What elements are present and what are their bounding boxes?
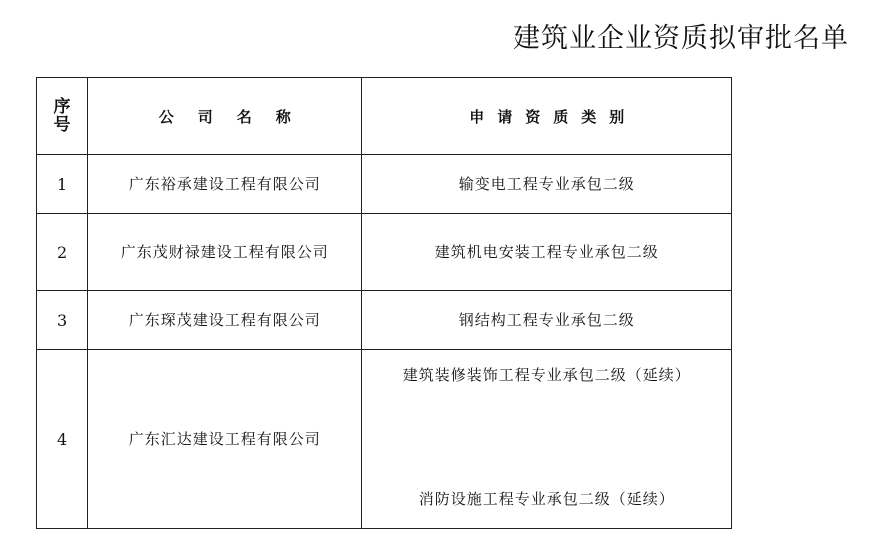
table-header-row (37, 78, 732, 155)
qualification-type: 钢结构工程专业承包二级 (362, 291, 732, 350)
header-cell-company (88, 78, 362, 155)
row-number: 1 (37, 155, 88, 214)
table-row (37, 291, 732, 350)
approval-table (36, 77, 732, 529)
company-name: 广东裕承建设工程有限公司 (88, 155, 362, 214)
qualification-cell (362, 350, 732, 529)
header-cell-qualification (362, 78, 732, 155)
row-number: 2 (37, 214, 88, 291)
row-number: 4 (37, 350, 88, 529)
header-qualification-label: 申请资质类别 (469, 107, 638, 126)
header-cell-no (37, 78, 88, 155)
qualification-type: 建筑机电安装工程专业承包二级 (362, 214, 732, 291)
table-row (37, 350, 732, 529)
header-company-label: 公司名称 (158, 107, 315, 126)
company-name: 广东茂财禄建设工程有限公司 (88, 214, 362, 291)
qualification-list (374, 350, 719, 528)
table-row (37, 155, 732, 214)
table-row (37, 214, 732, 291)
qualification-type: 输变电工程专业承包二级 (362, 155, 732, 214)
document-title: 建筑业企业资质拟审批名单 (513, 23, 849, 54)
row-number: 3 (37, 291, 88, 350)
header-no-label: 序号 (53, 97, 71, 135)
company-name: 广东汇达建设工程有限公司 (88, 350, 362, 529)
qualification-type: 建筑装修装饰工程专业承包二级（延续） (402, 366, 691, 384)
qualification-type: 消防设施工程专业承包二级（延续） (418, 490, 675, 508)
company-name: 广东琛茂建设工程有限公司 (88, 291, 362, 350)
